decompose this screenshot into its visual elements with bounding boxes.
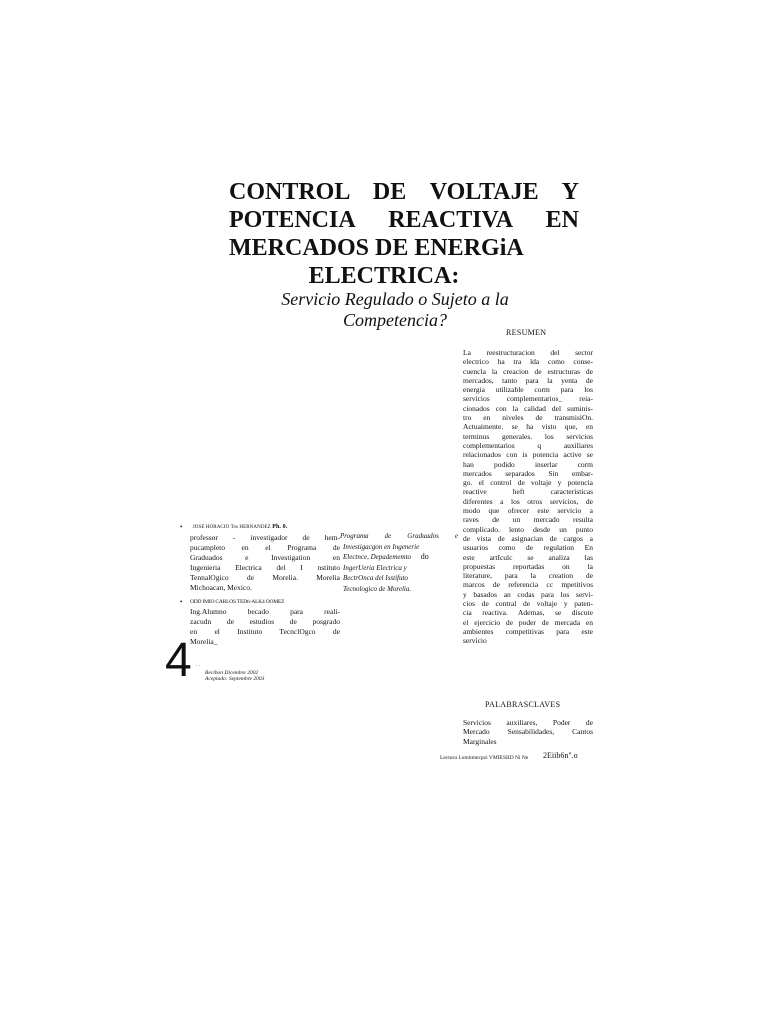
- affiliation-do: do: [420, 552, 429, 561]
- affiliation-line-text: Electnce, Depadememto: [343, 553, 412, 561]
- author-1-degree: Ph. 0.: [272, 524, 288, 530]
- title-line-2: POTENCIA REACTIVA EN: [229, 207, 579, 233]
- subtitle-line-2: Competencia?: [343, 310, 447, 330]
- page-number: 4: [165, 634, 192, 687]
- abstract-heading: RESUMEN: [506, 328, 547, 337]
- author-2-bio: [190, 607, 340, 647]
- abstract-line: cia reactiva. Ademas, se discute: [463, 608, 593, 618]
- accepted-date: Aceptado: Septembre 2003: [205, 676, 265, 682]
- author-1-name-text: JOSE HORACIO Tos HERNANDEZ: [192, 525, 271, 530]
- article-title: [229, 178, 579, 290]
- article-subtitle: [230, 289, 560, 331]
- author-2-bio-line: zacudn de estudios de posgrado: [190, 617, 340, 626]
- abstract-line: go. el control de voltaje y potencia: [463, 478, 593, 488]
- abstract-line: complicado. lento desde un punto: [463, 524, 593, 534]
- abstract-line: Actuaimente. se ha visto que, en: [463, 422, 593, 432]
- author-2: [180, 597, 340, 647]
- author-1-bio-line: Ingenieria Electrica del I nstituto: [190, 563, 340, 572]
- author-1-bio-line: pucampleto en el Programa de: [190, 543, 340, 552]
- abstract-line: el ejercicio de poder de mercada en: [463, 617, 593, 627]
- abstract-line: cios de contral de voltaje y paten-: [463, 599, 593, 609]
- abstract-line: cuencla la creacion de estructuras de: [463, 366, 593, 376]
- abstract-line: tro en niveles de transmisiOn.: [463, 413, 593, 423]
- abstract-line: usuarios como de regulation En: [463, 543, 593, 553]
- received-date: Recibon Dicembre 2002: [205, 670, 259, 676]
- author-1-bio: [190, 533, 340, 593]
- keywords-line: Mercado Sensabilidades, Cantos: [463, 727, 593, 737]
- title-line-3: MERCADOS DE ENERGiA: [229, 235, 524, 261]
- abstract-line: reactive heft caracteristicas: [463, 487, 593, 497]
- abstract-line: modo que ofrecer este servicio a: [463, 506, 593, 516]
- affiliation-line: IngerUeria Electrica y: [343, 563, 407, 572]
- abstract-line: terminus generales. los servicios: [463, 431, 593, 441]
- keywords-line: Marginales: [463, 736, 497, 746]
- keywords-body: [463, 718, 593, 746]
- abstract-line: complementarios q auxiliares: [463, 440, 593, 450]
- author-1-bullet: •: [180, 523, 183, 531]
- author-2-bio-line: en el Instituto TecnclOgco de: [190, 627, 340, 636]
- abstract-line: cionados con la calidad del suminis-: [463, 403, 593, 413]
- author-1-name: [190, 522, 340, 533]
- keywords-heading: PALABRASCLAVES: [485, 700, 561, 709]
- author-1-bio-line: Graduados e Investigation en: [190, 553, 340, 562]
- affiliation-line: [340, 552, 460, 563]
- dates: [205, 670, 264, 682]
- subtitle-line-1: Servicio Regulado o Sujeto a la: [281, 289, 509, 309]
- affiliation-line: Programa de Graduados e: [340, 532, 458, 540]
- abstract-body: [463, 348, 593, 646]
- abstract-line: diferentes a los otros servicios, de: [463, 496, 593, 506]
- abstract-line: literature, para la creation de: [463, 571, 593, 581]
- dots: · ·: [196, 664, 201, 669]
- abstract-line: mercados, tanto para la yenta de: [463, 375, 593, 385]
- title-line-1: CONTROL DE VOLTAJE Y: [229, 179, 579, 205]
- abstract-line: servicios complementarios_ reia-: [463, 394, 593, 404]
- affiliation-line: Investigacgon en Ingenerie: [343, 542, 420, 551]
- author-2-bullet: •: [180, 598, 183, 606]
- abstract-line: propuestas reportadas on la: [463, 561, 593, 571]
- abstract-line: La reestructuracion del sector: [463, 348, 593, 357]
- abstract-line: raves de un mercado resulta: [463, 515, 593, 525]
- author-2-bio-line: Morelia_: [190, 637, 218, 646]
- abstract-line: mercados separados Sin embar-: [463, 468, 593, 478]
- author-2-name: ODD IMIO CARLOS TEDti-ALK4 OOMEZ: [190, 599, 285, 605]
- keywords-line: Servicios auxiliares, Poder de: [463, 718, 593, 727]
- author-1-bio-line: Michoacan, Mexico.: [190, 583, 252, 592]
- abstract-line: marcos de referencia cc mpetitivos: [463, 580, 593, 590]
- abstract-line: han podido inserlar corm: [463, 459, 593, 469]
- author-1-bio-line: professor - investigador de hem-: [190, 533, 340, 542]
- abstract-line: ambientes competitivas para este: [463, 626, 593, 636]
- abstract-line: electrico ha tra lda como conse-: [463, 357, 593, 367]
- affiliation: [340, 531, 460, 594]
- author-1-bio-line: TennalOgico de Morelia. Morelia: [190, 573, 340, 582]
- affiliation-line: Tecnologico de Morelia.: [343, 584, 412, 593]
- author-1: [180, 522, 340, 593]
- footer-code: 2Eiib6n".o: [543, 751, 578, 760]
- affiliation-line: BectrOnca del Isstifuto: [343, 574, 408, 582]
- abstract-line: relacionados con is potencia active se: [463, 450, 593, 460]
- abstract-line: este artIculc se analiza las: [463, 552, 593, 562]
- abstract-line: y basados an codas para los servi-: [463, 589, 593, 599]
- author-2-bio-line: Ing.Alumno becado para reali-: [190, 607, 340, 616]
- abstract-line: energia utilizable corm para los: [463, 385, 593, 395]
- abstract-line: servicio: [463, 636, 487, 646]
- footer-note: Lecturu I.omitmecpzi VMIESIID Ni Ne: [440, 755, 529, 761]
- title-line-4: ELECTRICA:: [308, 263, 460, 289]
- abstract-line: de vista de asignacian de cargos a: [463, 533, 593, 543]
